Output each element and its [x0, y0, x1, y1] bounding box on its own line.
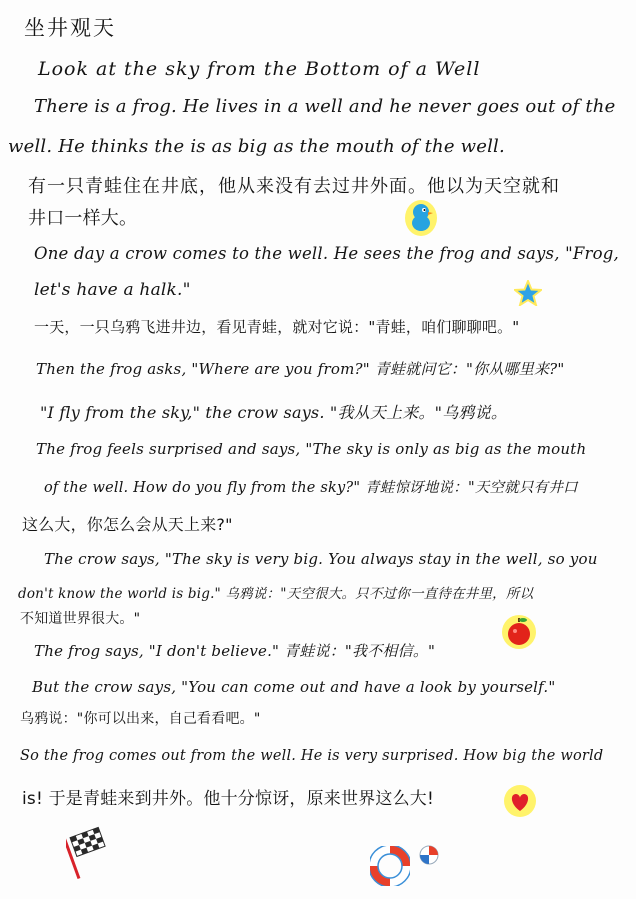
- text-line: But the crow says, "You can come out and have a look by yourself.": [32, 678, 556, 696]
- text-line: So the frog comes out from the well. He is very surprised. How big the world: [20, 748, 604, 764]
- page-title: 坐井观天: [24, 16, 116, 40]
- text-line: The frog says, "I don't believe." 青蛙说："我不相信。": [34, 642, 436, 660]
- text-line: There is a frog. He lives in a well and he never goes out of the: [34, 96, 616, 117]
- text-line: One day a crow comes to the well. He sees the frog and says, "Frog,: [34, 244, 619, 263]
- life-ring-sticker: [370, 846, 410, 886]
- text-line: 有一只青蛙住在井底，他从来没有去过井外面。他以为天空就和: [28, 176, 560, 197]
- checkered-flag-sticker: [66, 826, 110, 882]
- text-line: 这么大，你怎么会从天上来?": [22, 515, 233, 534]
- text-line: Then the frog asks, "Where are you from?" 青蛙就问它："你从哪里来?": [36, 360, 565, 378]
- story-subtitle: Look at the sky from the Bottom of a Well: [38, 58, 481, 80]
- bird-sticker: [404, 198, 438, 238]
- text-line: is! 于是青蛙来到井外。他十分惊讶，原来世界这么大!: [22, 789, 435, 809]
- text-line: The crow says, "The sky is very big. You always stay in the well, so you: [44, 550, 598, 568]
- text-line: The frog feels surprised and says, "The sky is only as big as the mouth: [36, 440, 587, 458]
- heart-sticker: [502, 784, 538, 818]
- ball-sticker: [418, 844, 440, 866]
- text-line: let's have a halk.": [34, 280, 191, 300]
- text-line: well. He thinks the is as big as the mouth of the well.: [8, 136, 505, 157]
- text-line: "I fly from the sky," the crow says. "我从天上来。"乌鸦说。: [40, 403, 508, 422]
- star-sticker: [514, 280, 542, 306]
- text-line: don't know the world is big." 乌鸦说："天空很大。只不过你一直待在井里，所以: [18, 586, 534, 602]
- text-line: of the well. How do you fly from the sky?" 青蛙惊讶地说："天空就只有井口: [44, 480, 578, 496]
- text-line: 井口一样大。: [28, 208, 138, 229]
- text-line: 乌鸦说："你可以出来，自己看看吧。": [20, 711, 261, 727]
- apple-sticker: [500, 612, 538, 650]
- text-line: 不知道世界很大。": [20, 611, 141, 627]
- text-line: 一天，一只乌鸦飞进井边，看见青蛙，就对它说："青蛙，咱们聊聊吧。": [34, 318, 520, 336]
